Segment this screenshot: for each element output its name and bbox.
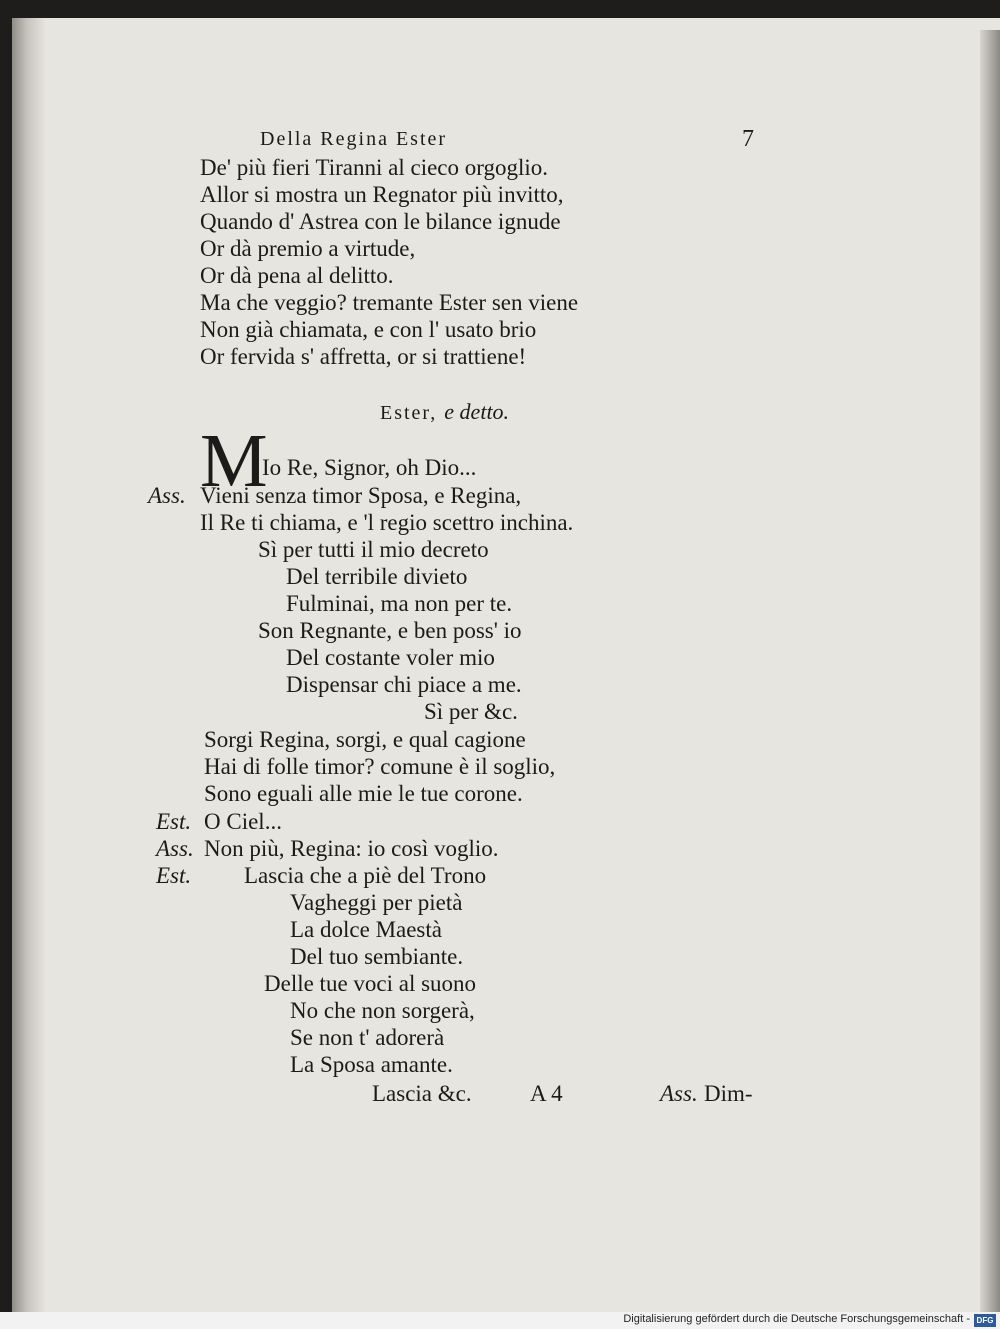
scene-heading-rest: e detto.	[444, 399, 510, 424]
drop-cap: M	[200, 419, 268, 503]
aria-line: Se non t' adorerà	[290, 1025, 445, 1050]
running-title: Della Regina Ester	[260, 128, 448, 150]
aria-repeat: Lascia &c.	[372, 1081, 472, 1106]
dialogue-line: Vieni senza timor Sposa, e Regina,	[200, 483, 522, 508]
dialogue-line: Sorgi Regina, sorgi, e qual cagione	[204, 727, 526, 752]
aria-line: Del tuo sembiante.	[290, 944, 464, 969]
verse-line: Ma che veggio? tremante Ester sen viene	[200, 290, 579, 315]
aria-line: Vagheggi per pietà	[290, 890, 463, 915]
verse-line: Or dà premio a virtude,	[200, 236, 416, 261]
aria-line: Son Regnante, e ben poss' io	[258, 618, 522, 643]
dialogue-line: O Ciel...	[204, 809, 282, 834]
dialogue-line: Sono eguali alle mie le tue corone.	[204, 781, 523, 806]
page-number: 7	[742, 126, 754, 152]
dialogue-line: Hai di folle timor? comune è il soglio,	[204, 754, 556, 779]
aria-repeat: Sì per &c.	[424, 699, 518, 724]
speaker-label: Est.	[156, 809, 192, 834]
aria-line: La Sposa amante.	[290, 1052, 453, 1077]
aria-line: Fulminai, ma non per te.	[286, 591, 513, 616]
catchword-speaker: Ass.	[660, 1081, 698, 1106]
speaker-label: Est.	[156, 863, 192, 888]
dialogue-line: Non più, Regina: io così voglio.	[204, 836, 499, 861]
verse-line: De' più fieri Tiranni al cieco orgoglio.	[200, 155, 549, 180]
scene-heading-name: Ester,	[380, 402, 438, 424]
signature-mark: A 4	[530, 1081, 563, 1106]
dfg-logo: DFG	[974, 1314, 996, 1327]
speaker-label: Ass.	[148, 483, 186, 508]
aria-line: Lascia che a piè del Trono	[244, 863, 487, 888]
first-line: Io Re, Signor, oh Dio...	[262, 455, 477, 480]
aria-line: Dispensar chi piace a me.	[286, 672, 522, 697]
aria-line: Del terribile divieto	[286, 564, 468, 589]
aria-line: Sì per tutti il mio decreto	[258, 537, 489, 562]
digitization-bar	[0, 1312, 1000, 1329]
aria-line: Delle tue voci al suono	[264, 971, 477, 996]
speaker-label: Ass.	[156, 836, 194, 861]
aria-line: No che non sorgerà,	[290, 998, 475, 1023]
verse-line: Or dà pena al delitto.	[200, 263, 394, 288]
verse-line: Or fervida s' affretta, or si trattiene!	[200, 344, 527, 369]
dialogue-line: Il Re ti chiama, e 'l regio scettro inchina.	[200, 510, 574, 535]
verse-line: Allor si mostra un Regnator più invitto,	[200, 182, 564, 207]
verse-line: Non già chiamata, e con l' usato brio	[200, 317, 537, 342]
catchword: Dim-	[704, 1081, 753, 1106]
scene-heading	[380, 398, 509, 427]
aria-line: Del costante voler mio	[286, 645, 495, 670]
verse-line: Quando d' Astrea con le bilance ignude	[200, 209, 561, 234]
digitization-credit: Digitalisierung gefördert durch die Deutsche Forschungsgemeinschaft -	[623, 1313, 970, 1325]
page-edge	[980, 30, 1000, 1312]
aria-line: La dolce Maestà	[290, 917, 442, 942]
